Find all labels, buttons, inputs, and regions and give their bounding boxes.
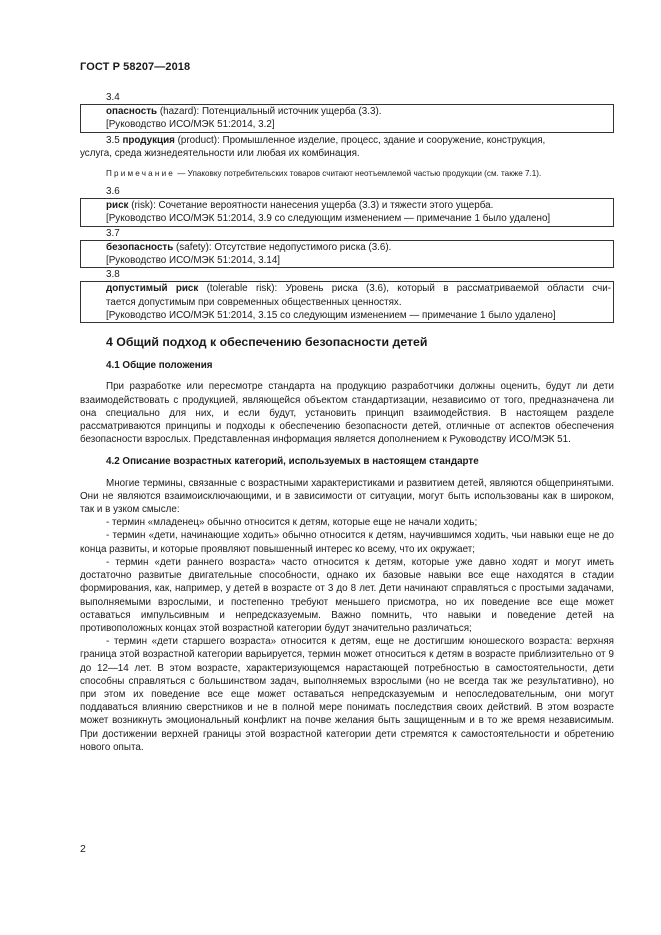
term-definition-text: (hazard): Потенциальный источник ущерба (3.3). [157,106,382,118]
list-item: - термин «дети, начинающие ходить» обычно относится к детям, научившимся ходить, чьи навыки еще не до конца развиты, и которые проявляют повышенный интерес ко всему, что их окружает; [80,530,614,555]
term-box-risk [80,198,614,226]
note-label: Примечание [106,169,176,179]
subsection-title: 4.1 Общие положения [106,360,213,372]
term-name: опасность [106,106,158,118]
term-box-tolerable-risk [80,281,614,323]
term-definition-text: (safety): Отсутствие недопустимого риска (3.6). [173,241,392,253]
document-body [80,91,614,754]
term-number: 3.4 [106,92,120,103]
term-number: 3.5 [106,134,120,146]
term-box-safety [80,240,614,268]
term-definition-continued: тается допустимым при современных общественных ценностях. [106,296,402,308]
note [80,168,614,179]
term-number: 3.7 [106,227,120,239]
subsection-title: 4.2 Описание возрастных категорий, используемых в настоящем стандарте [106,456,479,468]
list-item: - термин «дети старшего возраста» относится к детям, еще не достигшим юношеского возраста: верхняя граница этой возрастной категории варьируется, термин может относиться к детям в возрасте приблизительно от 9 до 12—14 лет. В этом возрасте, характеризующемся нарастающей потребностью в самостоятельности, дети способны справляться с большинством задач, выполняемых взрослыми (но не всегда так же результативно), но при этом их поведение все еще может оставаться непредсказуемым и непоследовательным, они могут поддаваться влиянию сверстников и не в полной мере понимать последствия своих действий. В этом возрасте может возникнуть эмоциональный конфликт на почве желания быть защищенным и в то же время независимым. При достижении верхней границы этой возрастной категории дети стремятся к самостоятельности и обретению нового опыта. [80,636,614,753]
term-definition-text: (product): Промышленное изделие, процесс, здание и сооружение, конструкция, [174,134,546,146]
term-source: [Руководство ИСО/МЭК 51:2014, 3.9 со следующим изменением — примечание 1 было удалено] [106,213,551,225]
paragraph: При разработке или пересмотре стандарта на продукцию разработчики должны оценить, будут ли дети взаимодействовать с продукцией, являющейся объектом стандартизации, независимо от того, предназначена ли она специально для них, и если будут, установить принцип взаимодействия. В настоящем разделе рассматриваются принципы и подходы к обеспечению безопасности детей, отличные от аспектов обеспечения безопасности взрослых. Представленная информация является дополнением к Руководству ИСО/МЭК 51. [80,381,614,446]
term-definition-continued: услуга, среда жизнедеятельности или любая их комбинация. [80,147,360,159]
note-text: — Упаковку потребительских товаров считают неотъемлемой частью продукции (см. также 7.1). [175,169,542,179]
list-item: - термин «младенец» обычно относится к детям, которые еще не начали ходить; [106,517,478,529]
list-item: - термин «дети раннего возраста» часто относится к детям, которые уже давно ходят и могут иметь достаточно развитые двигательные способности, однако их базовые навыки все еще находятся в стадии формирования, как, например, у детей в возрасте от 3 до 8 лет. Дети начинают справляться с простыми задачами, выполняемыми взрослыми, и постепенно требуют меньшего присмотра, но их поведение все еще может оставаться импульсивным и непредсказуемым. Важно помнить, что навыки и поведение детей на противоположных концах этой возрастной категории будут значительно различаться; [80,556,614,634]
term-source: [Руководство ИСО/МЭК 51:2014, 3.2] [106,119,275,131]
section-title: 4 Общий подход к обеспечению безопасности детей [106,335,428,350]
term-name: риск [106,200,129,212]
term-definition [106,282,611,295]
term-name: безопасность [106,241,174,253]
document-header: ГОСТ Р 58207—2018 [80,61,191,73]
term-name: допустимый риск [106,283,199,295]
term-definition [106,241,610,254]
term-definition-text: (tolerable risk): Уровень риска (3.6), который в рассматриваемой области счи- [198,283,611,295]
term-box-hazard [80,104,614,132]
term-source: [Руководство ИСО/МЭК 51:2014, 3.15 со следующим изменением — примечание 1 было удалено] [106,309,556,321]
page-number: 2 [80,843,86,855]
term-source: [Руководство ИСО/МЭК 51:2014, 3.14] [106,255,281,267]
term-name: продукция [122,134,175,146]
term-definition [106,199,611,212]
term-definition-text: (risk): Сочетание вероятности нанесения ущерба (3.3) и тяжести этого ущерба. [128,200,494,212]
paragraph: Многие термины, связанные с возрастными характеристиками и развитием детей, являются общепринятыми. Они не являются взаимоисключающими, и в зависимости от ситуации, могут быть использованы как в широком, так и в узком смысле: [80,477,614,516]
term-number: 3.6 [106,186,120,198]
term-number: 3.8 [106,269,120,281]
term-definition [106,105,610,118]
term-definition [80,134,614,147]
